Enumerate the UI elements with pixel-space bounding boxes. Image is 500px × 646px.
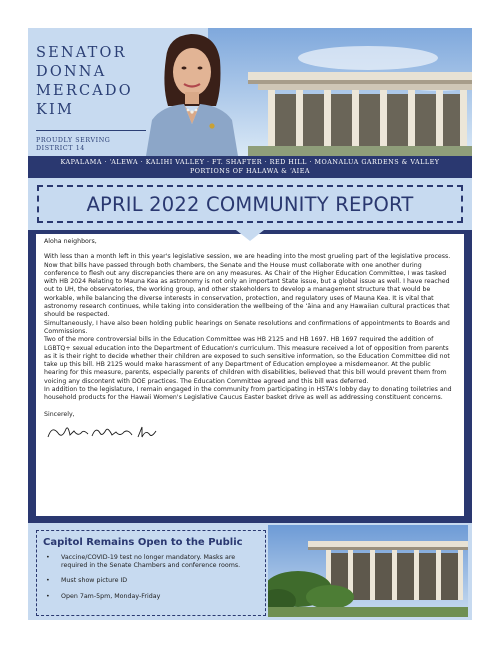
capitol-info-list bbox=[43, 554, 259, 601]
serving-line: PROUDLY SERVING bbox=[36, 137, 111, 144]
senator-portrait bbox=[136, 28, 246, 156]
letter-paragraph: In addition to the legislature, I remain engaged in the community from participating in HSTA's lobby day to donating toiletries and household products for the Hawaii Women's Legislative Caucus Easter basket drive as well as addressing constituent concerns. bbox=[44, 386, 452, 402]
capitol-info-box bbox=[36, 530, 266, 616]
letter-paragraph: Two of the more controversial bills in the Education Committee was HB 2125 and HB 1697. HB 1697 required the addition of LGBTQ+ sexual education into the Department of Education's curriculum. This measure received a lot of opposition from parents as it is their right to decide whether their children are exposed to such sensitive information, so the Education Committee did not take up this bill. HB 2125 would make harassment of any Department of Education employee a misdemeanor. At the public hearing for this measure, parents, especially parents of children with disabilities, believed that this bill would prevent them from voicing any discontent with DOE practices. The Education Committee agreed and this bill was deferred. bbox=[44, 336, 450, 385]
list-item: • Vaccine/COVID-19 test no longer mandatory. Masks are required in the Senate Chambers and conference rooms. bbox=[43, 554, 259, 570]
banner-notch bbox=[236, 230, 264, 241]
list-item: • Must show picture ID bbox=[43, 577, 259, 585]
capitol-section bbox=[28, 523, 472, 620]
list-item: • Open 7am-5pm, Monday-Friday bbox=[43, 593, 259, 601]
newsletter-page bbox=[28, 28, 472, 620]
district-areas-line: PORTIONS OF HALAWA & ʻAIEA bbox=[189, 167, 310, 175]
name-line: KIM bbox=[36, 102, 75, 118]
name-line: DONNA bbox=[36, 64, 107, 80]
letter-body bbox=[36, 234, 464, 516]
letter-greeting: Aloha neighbors, bbox=[44, 238, 97, 245]
signature-image bbox=[44, 423, 164, 443]
header bbox=[28, 28, 472, 156]
name-line: MERCADO bbox=[36, 83, 133, 99]
capitol-building-photo bbox=[208, 28, 472, 156]
name-divider bbox=[36, 130, 146, 131]
capitol-title: Capitol Remains Open to the Public bbox=[43, 537, 243, 548]
name-line: SENATOR bbox=[36, 45, 127, 61]
capitol-exterior-photo bbox=[268, 525, 468, 617]
letter-closing: Sincerely, bbox=[44, 410, 75, 418]
letter-paragraph: Simultaneously, I have also been holding public hearings on Senate resolutions and confirmations of appointments to Boards and Commissions. bbox=[44, 319, 450, 335]
district-line: DISTRICT 14 bbox=[36, 145, 85, 152]
report-title: APRIL 2022 COMMUNITY REPORT bbox=[86, 192, 414, 216]
title-band bbox=[28, 178, 472, 230]
title-box bbox=[37, 185, 463, 223]
district-areas-line: KAPALAMA · ʻALEWA · KALIHI VALLEY · FT. SHAFTER · RED HILL · MOANALUA GARDENS & VALLEY bbox=[60, 158, 440, 166]
letter-paragraph: With less than a month left in this year's legislative session, we are heading into the most grueling part of the legislative process. Now that bills have passed through both chambers, the Senate and the House must collaborate with one another during conference to flesh out any discrepancies there are on any measures. As Chair of the Higher Education Committee, I was tasked with HB 2024 Relating to Mauna Kea as astronomy is not only an important State issue, but a global issue as well. I have reached out to UH, the observatories, the working group, and other stakeholders to develop a management structure that would be workable, while balancing the diverse interests in conservation, protection, and regulatory uses of Mauna Kea. It is vital that astronomy research continues, while taking into consideration the wellbeing of the ʻāina and any Hawaiian cultural practices that should be respected. bbox=[44, 253, 451, 319]
district-areas-bar bbox=[28, 156, 472, 178]
